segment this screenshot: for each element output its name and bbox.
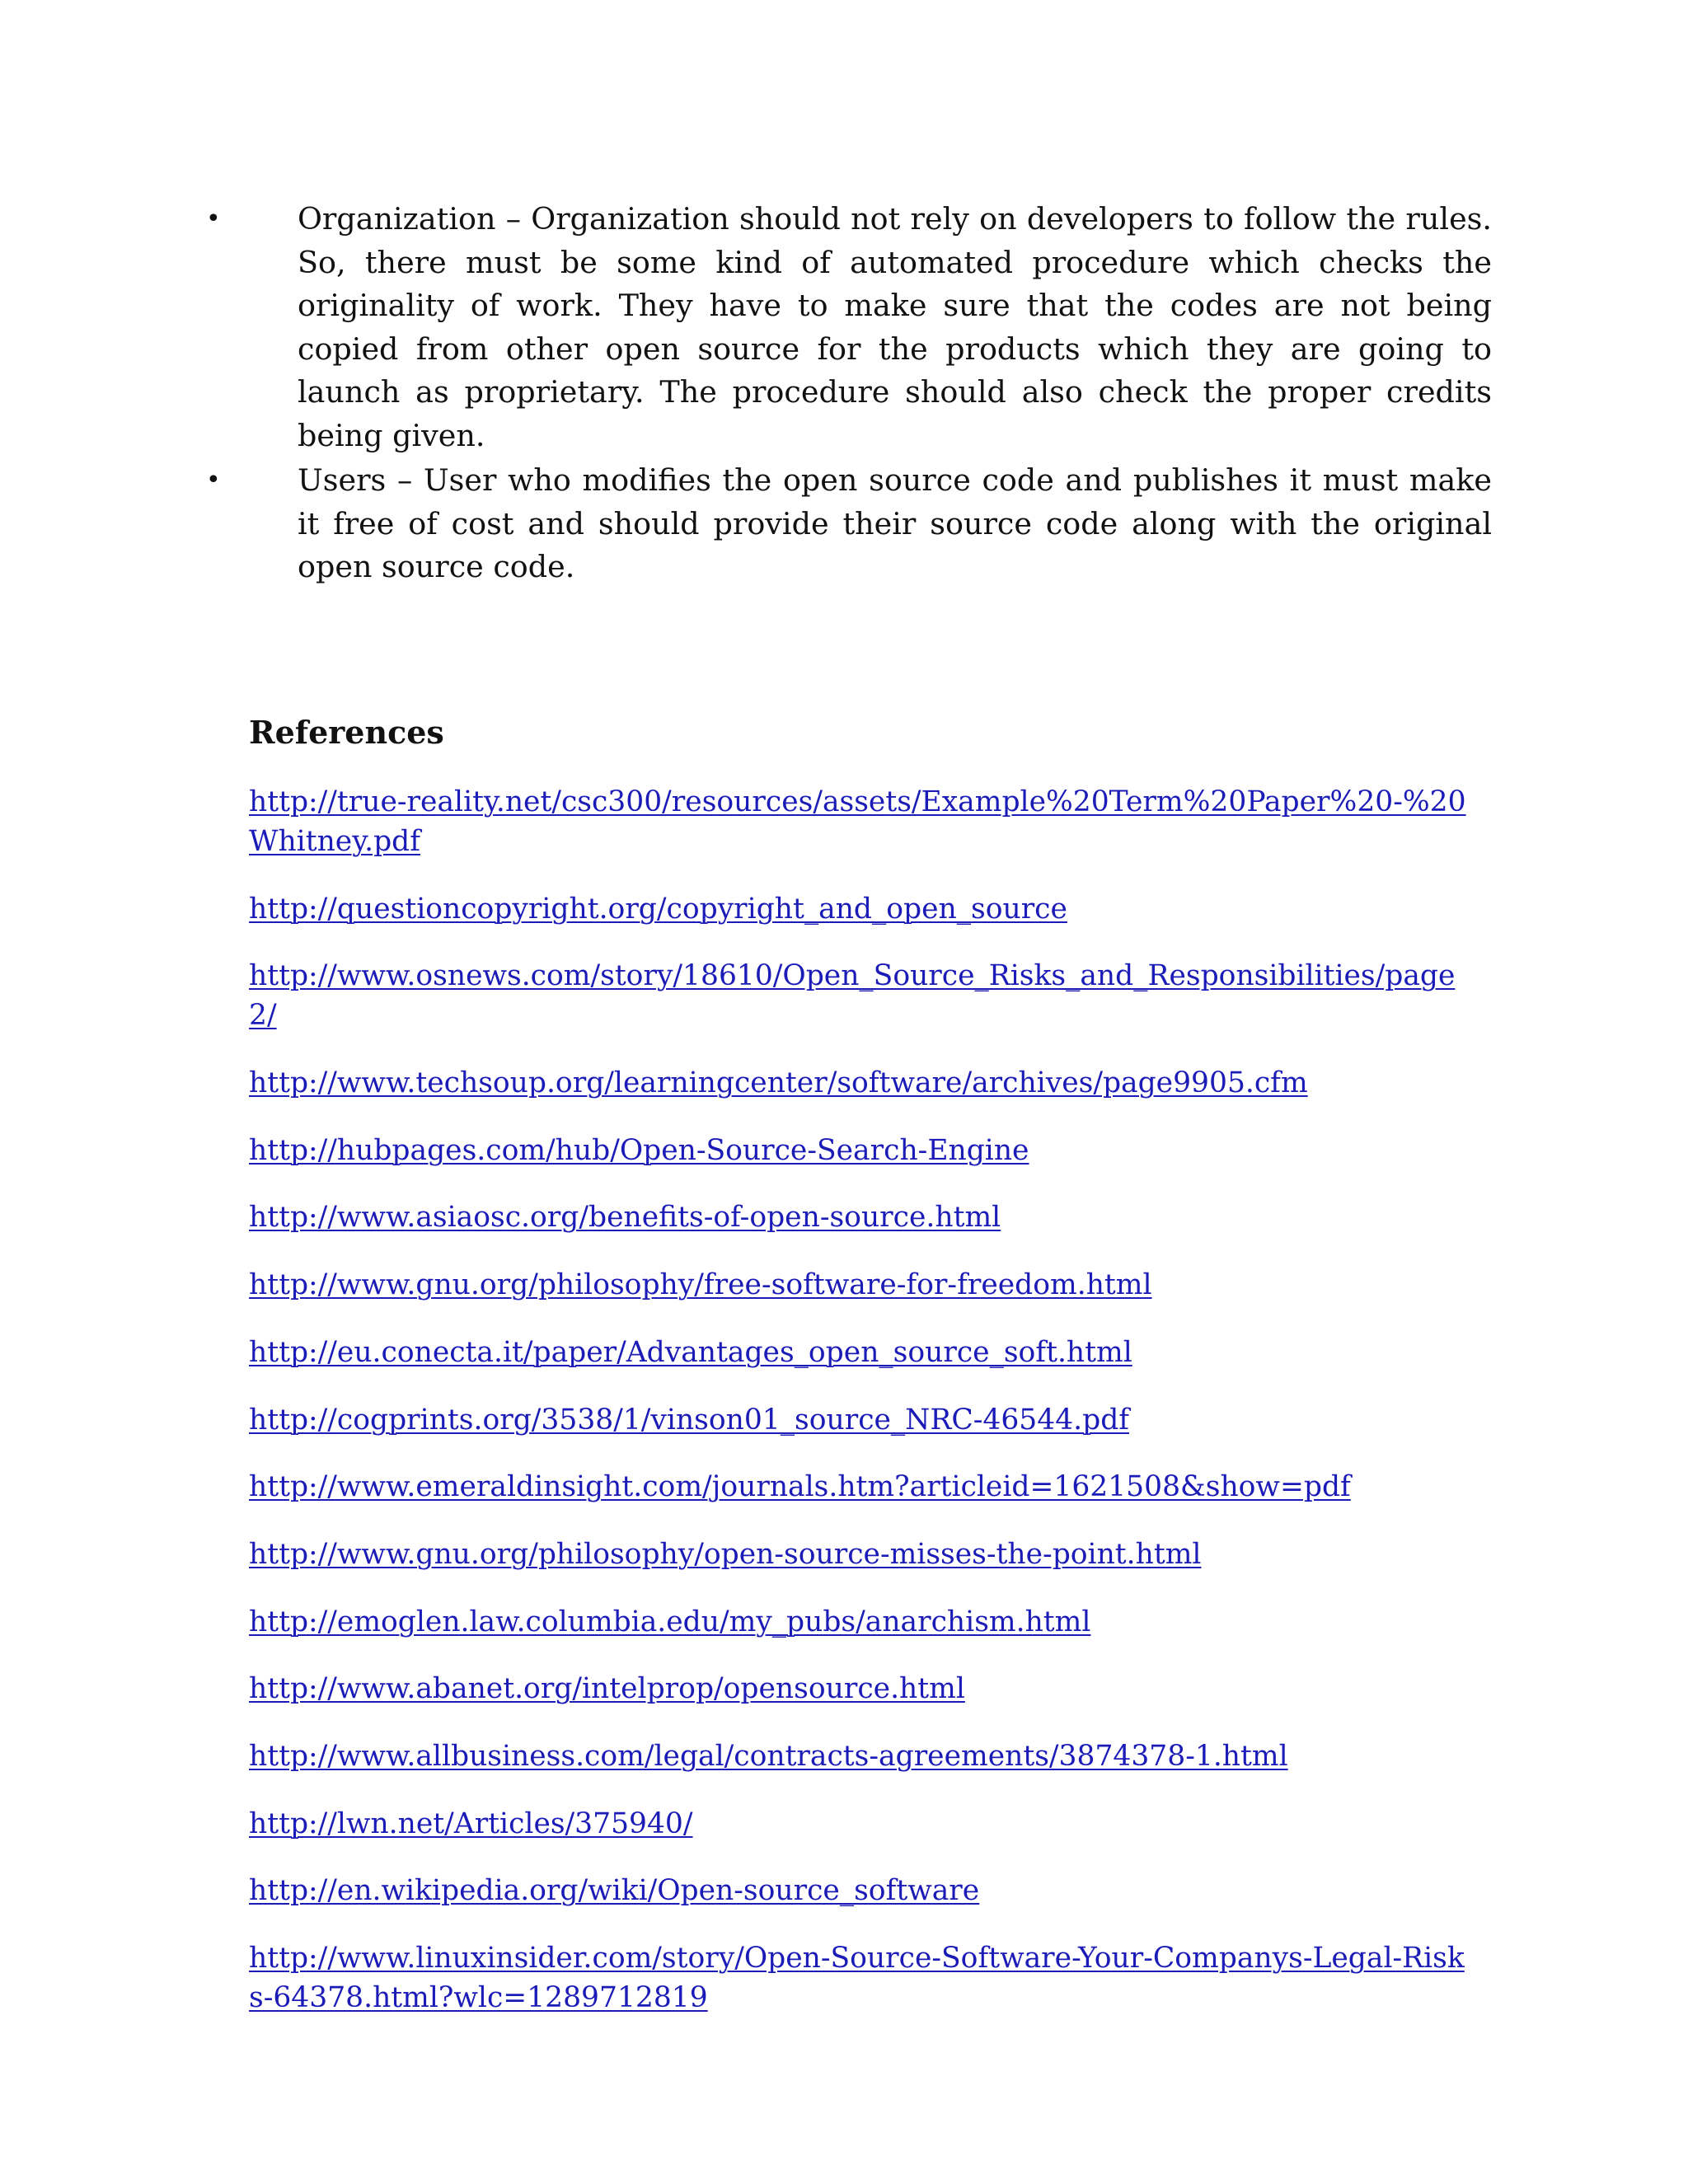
- reference-item: [249, 889, 1469, 929]
- reference-item: [249, 782, 1469, 861]
- reference-link[interactable]: http://true-reality.net/csc300/resources/assets/Example%20Term%20Paper%20-%20Whitney.pdf: [249, 785, 1466, 858]
- bullet-item-users: [198, 459, 1492, 589]
- reference-item: [249, 1938, 1469, 2018]
- reference-link[interactable]: http://en.wikipedia.org/wiki/Open-source_software: [249, 1874, 980, 1908]
- reference-item: [249, 1804, 1469, 1844]
- reference-item: [249, 1871, 1469, 1910]
- bullet-text: Organization – Organization should not rely on developers to follow the rules. So, there must be some kind of automated procedure which checks the originality of work. They have to make sure that the codes are not being copied from other open source for the products which they are going to launch as proprietary. The procedure should also check the proper credits being given.: [298, 201, 1492, 453]
- reference-link[interactable]: http://www.gnu.org/philosophy/free-software-for-freedom.html: [249, 1268, 1152, 1302]
- reference-link[interactable]: http://www.gnu.org/philosophy/open-source-misses-the-point.html: [249, 1537, 1202, 1571]
- bullet-list: [198, 198, 1492, 591]
- bullet-text: Users – User who modifies the open source code and publishes it must make it free of cost and should provide their source code along with the original open source code.: [298, 462, 1492, 584]
- reference-link[interactable]: http://cogprints.org/3538/1/vinson01_source_NRC-46544.pdf: [249, 1403, 1130, 1436]
- reference-item: [249, 1063, 1469, 1103]
- references-section: [249, 711, 1469, 2046]
- reference-link[interactable]: http://hubpages.com/hub/Open-Source-Search-Engine: [249, 1133, 1029, 1167]
- reference-item: [249, 1197, 1469, 1237]
- reference-item: [249, 1265, 1469, 1305]
- reference-link[interactable]: http://lwn.net/Articles/375940/: [249, 1807, 693, 1840]
- reference-item: [249, 1400, 1469, 1440]
- reference-link[interactable]: http://www.linuxinsider.com/story/Open-Source-Software-Your-Companys-Legal-Risks-64378.html?wlc=1289712819: [249, 1942, 1465, 2014]
- reference-item: [249, 1602, 1469, 1642]
- reference-link[interactable]: http://eu.conecta.it/paper/Advantages_open_source_soft.html: [249, 1335, 1132, 1369]
- bullet-item-organization: [198, 198, 1492, 457]
- reference-link[interactable]: http://questioncopyright.org/copyright_and_open_source: [249, 892, 1067, 926]
- reference-item: [249, 1131, 1469, 1170]
- reference-item: [249, 1333, 1469, 1372]
- reference-link[interactable]: http://www.abanet.org/intelprop/opensource.html: [249, 1672, 965, 1706]
- reference-link[interactable]: http://www.emeraldinsight.com/journals.htm?articleid=1621508&show=pdf: [249, 1470, 1351, 1504]
- bullet-marker: •: [206, 204, 221, 233]
- reference-link[interactable]: http://www.allbusiness.com/legal/contracts-agreements/3874378-1.html: [249, 1739, 1288, 1773]
- reference-item: [249, 1535, 1469, 1574]
- bullet-marker: •: [206, 466, 221, 494]
- reference-item: [249, 1669, 1469, 1708]
- reference-link[interactable]: http://www.asiaosc.org/benefits-of-open-source.html: [249, 1201, 1001, 1235]
- references-list: [249, 782, 1469, 2018]
- references-heading: References: [249, 714, 444, 751]
- reference-link[interactable]: http://emoglen.law.columbia.edu/my_pubs/anarchism.html: [249, 1605, 1091, 1638]
- reference-item: [249, 956, 1469, 1035]
- reference-item: [249, 1467, 1469, 1507]
- reference-link[interactable]: http://www.osnews.com/story/18610/Open_Source_Risks_and_Responsibilities/page2/: [249, 959, 1456, 1033]
- reference-link[interactable]: http://www.techsoup.org/learningcenter/software/archives/page9905.cfm: [249, 1066, 1308, 1100]
- reference-item: [249, 1736, 1469, 1776]
